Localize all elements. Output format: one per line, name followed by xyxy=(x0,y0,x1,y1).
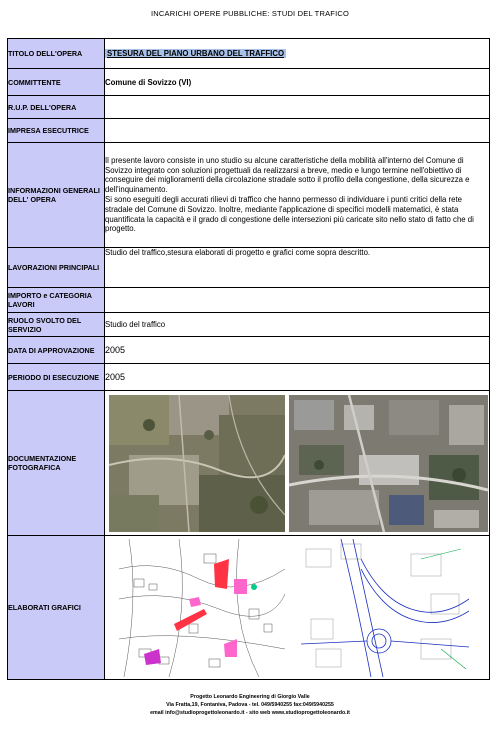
aerial-photo-close xyxy=(289,395,488,532)
row-rup xyxy=(8,96,490,119)
value-data: 2005 xyxy=(105,337,490,364)
row-committente xyxy=(8,69,490,96)
title-highlight: STESURA DEL PIANO URBANO DEL TRAFFICO xyxy=(107,49,285,58)
label-titolo: TITOLO DELL'OPERA xyxy=(8,39,105,69)
label-ruolo: RUOLO SVOLTO DEL SERVIZIO xyxy=(8,313,105,337)
value-periodo: 2005 xyxy=(105,364,490,391)
value-documentazione xyxy=(105,391,490,536)
urban-plan-drawing xyxy=(119,539,285,677)
label-documentazione: DOCUMENTAZIONE FOTOGRAFICA xyxy=(8,391,105,536)
value-titolo xyxy=(105,39,490,69)
row-elaborati xyxy=(8,536,490,680)
value-rup xyxy=(105,96,490,119)
value-lavorazioni: Studio del traffico,stesura elaborati di progetto e grafici come sopra descritto. xyxy=(105,248,490,288)
value-impresa xyxy=(105,119,490,143)
row-importo xyxy=(8,288,490,313)
label-rup: R.U.P. DELL'OPERA xyxy=(8,96,105,119)
value-importo xyxy=(105,288,490,313)
label-data: DATA DI APPROVAZIONE xyxy=(8,337,105,364)
row-ruolo xyxy=(8,313,490,337)
label-importo: IMPORTO e CATEGORIA LAVORI xyxy=(8,288,105,313)
project-sheet-table xyxy=(7,38,490,680)
row-documentazione xyxy=(8,391,490,536)
label-lavorazioni: LAVORAZIONI PRINCIPALI xyxy=(8,248,105,288)
row-lavorazioni xyxy=(8,248,490,288)
label-periodo: PERIODO DI ESECUZIONE xyxy=(8,364,105,391)
value-ruolo: Studio del traffico xyxy=(105,313,490,337)
label-committente: COMMITTENTE xyxy=(8,69,105,96)
footer-address: Via Fratta,19, Fontaniva, Padova - tel. 049/5940255 fax:049/5940255 xyxy=(166,702,334,709)
label-informazioni: INFORMAZIONI GENERALI DELL' OPERA xyxy=(8,143,105,248)
value-informazioni xyxy=(105,143,490,248)
roundabout-drawing xyxy=(301,539,469,677)
footer-contacts: email info@studioprogettoleonardo.it - sito web www.studioprogettoleonardo.it xyxy=(150,710,350,717)
row-informazioni xyxy=(8,143,490,248)
page-header: INCARICHI OPERE PUBBLICHE: STUDI DEL TRAFICO xyxy=(151,9,349,18)
info-paragraph-1: Il presente lavoro consiste in uno studio su alcune caratteristiche della mobilità all'interno del Comune di Sovizzo integrato con soluzioni progettuali da realizzarsi a breve, medio e lungo termine nell'obiettivo di conseguire dei miglioramenti della circolazione stradale sotto il profilo della congestione, della sicurezza e dell'inquinamento. xyxy=(105,155,470,195)
info-paragraph-2: Si sono eseguiti degli accurati rilievi di traffico che hanno permesso di individuare i punti critici della rete stradale del Comune di Sovizzo. Inoltre, mediante l'applicazione di specifici modelli matematici, è stata quantificata la capacità e il grado di congestione delle intersezioni più caricate sito nello stato di fatto che di progetto. xyxy=(105,195,474,234)
label-impresa: IMPRESA ESECUTRICE xyxy=(8,119,105,143)
label-elaborati: ELABORATI GRAFICI xyxy=(8,536,105,680)
row-data xyxy=(8,337,490,364)
row-periodo xyxy=(8,364,490,391)
page-footer xyxy=(0,693,500,718)
row-titolo xyxy=(8,39,490,69)
value-elaborati xyxy=(105,536,490,680)
footer-company: Progetto Leonardo Engineering di Giorgio Valle xyxy=(190,694,310,700)
value-committente: Comune di Sovizzo (VI) xyxy=(105,69,490,96)
aerial-photo-wide xyxy=(109,395,285,532)
row-impresa xyxy=(8,119,490,143)
